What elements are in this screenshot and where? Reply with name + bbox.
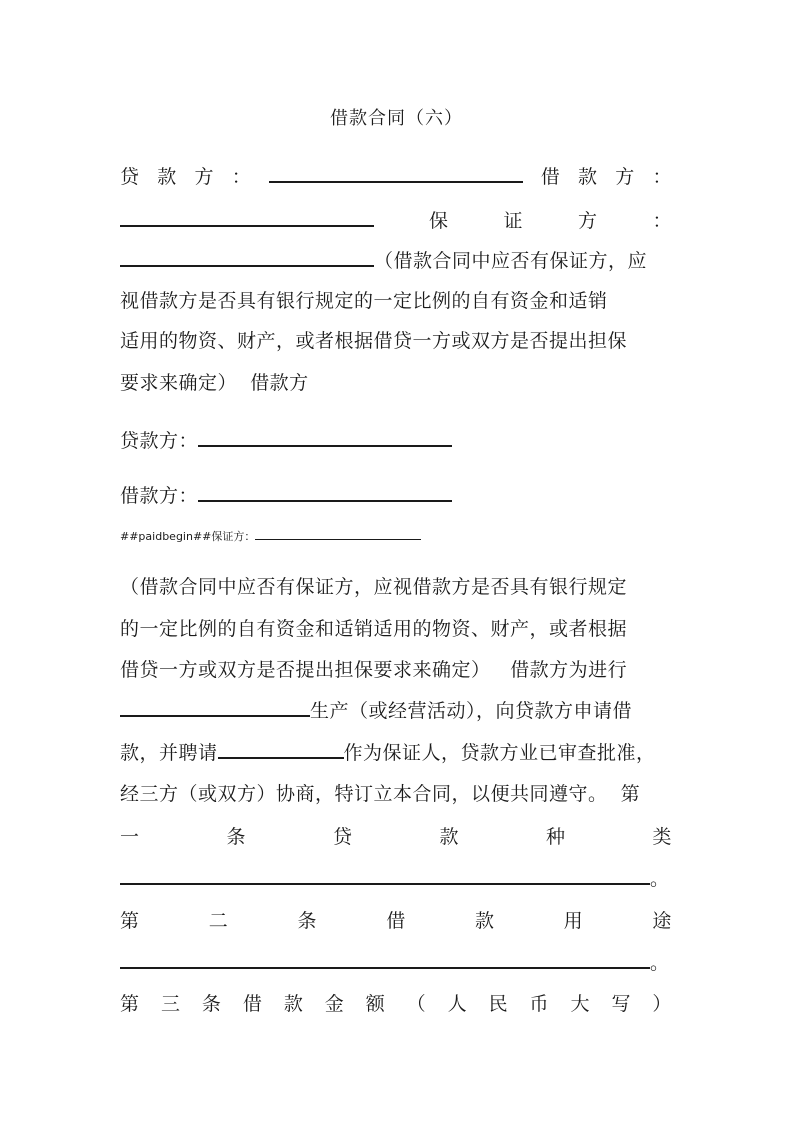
article-3-char: ）: [652, 993, 672, 1015]
article-1-char: 一: [120, 826, 140, 848]
para2-line-5-post: 作为保证人，贷款方业已审查批准，: [343, 742, 656, 764]
article-3-char: 民: [488, 993, 509, 1015]
article-1-char: 条: [226, 826, 246, 848]
borrower-char: 借: [540, 166, 561, 188]
article-2-char: 条: [297, 910, 317, 932]
paid-marker-line: [120, 528, 421, 544]
party-line-1: [120, 162, 672, 189]
article-3-char: 第: [120, 993, 140, 1015]
note-line-4: 视借款方是否具有银行规定的一定比例的自有资金和适销: [120, 290, 608, 312]
article-1-char: 款: [439, 826, 459, 848]
loan-type-blank: [120, 869, 650, 885]
lender-sign-blank: [198, 431, 452, 447]
lender-blank: [269, 167, 523, 183]
para2-line-1: （借款合同中应否有保证方，应视借款方是否具有银行规定: [120, 576, 628, 598]
article-3-char: （: [406, 993, 427, 1015]
guarantor-sign-blank: [255, 530, 421, 540]
guarantor-char: 证: [503, 210, 523, 232]
party-line-3: [120, 246, 672, 273]
article-2-char: 用: [563, 910, 584, 932]
guarantor-name-blank: [218, 743, 344, 759]
article-3-char: 写: [611, 993, 631, 1015]
borrower-sign-line: [120, 481, 672, 508]
article-2-char: 款: [474, 910, 495, 932]
borrower-sign-label: 借款方：: [120, 485, 199, 507]
borrower-char: 方: [615, 166, 635, 188]
article-1-char: 类: [652, 826, 672, 848]
lender-char: 方: [194, 166, 215, 188]
article-2-heading: [120, 906, 672, 933]
article-3-char: 币: [529, 993, 550, 1015]
guarantor-char: ：: [652, 210, 672, 232]
party-line-2: [120, 206, 672, 233]
lender-char: ：: [231, 166, 252, 188]
article-3-char: 三: [160, 993, 181, 1015]
article-2-blank-line: [120, 948, 672, 975]
article-1-char: 种: [545, 826, 566, 848]
borrower-char: 款: [577, 166, 598, 188]
article-2-period: 。: [650, 952, 670, 974]
para2-line-4-text: 生产（或经营活动），向贷款方申请借: [310, 700, 633, 722]
article-2-char: 途: [652, 910, 672, 932]
note-line-5: 适用的物资、财产，或者根据借贷一方或双方是否提出担保: [120, 330, 628, 352]
lender-sign-line: [120, 426, 672, 453]
para2-line-5-pre: 款，并聘请: [120, 742, 218, 764]
article-3-char: 人: [447, 993, 468, 1015]
note-text: （借款合同中应否有保证方，应: [374, 250, 648, 272]
guarantor-char: 方: [577, 210, 598, 232]
lender-char: 款: [157, 166, 177, 188]
article-1-char: 贷: [332, 826, 353, 848]
article-3-char: 额: [365, 993, 386, 1015]
note-line-6: 要求来确定） 借款方: [120, 372, 309, 394]
para2-line-6: 经三方（或双方）协商，特订立本合同，以便共同遵守。 第: [120, 783, 641, 805]
lender-char: 贷: [120, 166, 140, 188]
para2-line-5: [120, 738, 672, 765]
article-3-char: 款: [283, 993, 304, 1015]
article-3-heading: [120, 989, 672, 1016]
article-3-char: 借: [242, 993, 263, 1015]
article-3-char: 条: [201, 993, 222, 1015]
article-2-char: 第: [120, 910, 140, 932]
para2-line-3: 借贷一方或双方是否提出担保要求来确定） 借款方为进行: [120, 659, 628, 681]
document-title: 借款合同（六）: [330, 108, 463, 129]
article-1-blank-line: [120, 864, 672, 891]
guarantor-char: 保: [428, 210, 449, 232]
borrower-blank: [120, 211, 374, 227]
para2-line-2: 的一定比例的自有资金和适销适用的物资、财产，或者根据: [120, 618, 628, 640]
lender-sign-label: 贷款方：: [120, 430, 199, 452]
article-1-period: 。: [650, 868, 670, 890]
article-1-heading: [120, 822, 672, 849]
production-blank: [120, 701, 310, 717]
paid-marker-text: ##paidbegin##保证方：: [120, 530, 256, 543]
guarantor-blank: [120, 251, 374, 267]
article-2-char: 二: [208, 910, 229, 932]
loan-purpose-blank: [120, 953, 650, 969]
borrower-char: ：: [652, 166, 672, 188]
para2-line-4: [120, 696, 672, 723]
article-2-char: 借: [386, 910, 406, 932]
borrower-sign-blank: [198, 486, 452, 502]
article-3-char: 大: [570, 993, 590, 1015]
article-3-char: 金: [324, 993, 345, 1015]
